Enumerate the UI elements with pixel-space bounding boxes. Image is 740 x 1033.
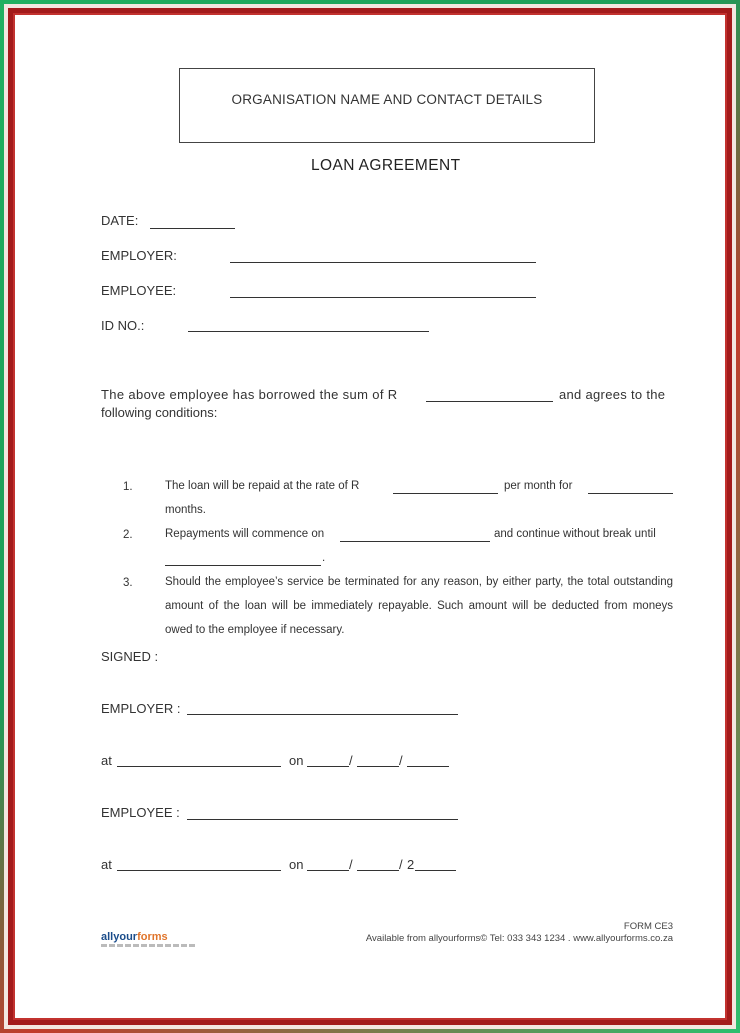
id-number-field[interactable] [188, 331, 429, 332]
employee-at-label: at [101, 857, 112, 872]
condition-3-text: Should the employee’s service be terminated for any reason, by either party, the total outstanding amount of the loan will be immediately repayable. Such amount will be deducted from moneys owed to the employee if necessary. [165, 576, 673, 636]
condition-number: 3. [123, 577, 133, 589]
employer-at-label: at [101, 753, 112, 768]
employee-sign-label: EMPLOYEE : [101, 805, 180, 820]
condition-2-text-b: and continue without break until [494, 528, 656, 540]
brand-tagline-graphic [101, 944, 197, 947]
employee-year-field[interactable] [415, 870, 456, 871]
end-date-field[interactable] [165, 565, 321, 566]
employee-month-field[interactable] [357, 870, 399, 871]
organisation-details-label: ORGANISATION NAME AND CONTACT DETAILS [231, 92, 543, 107]
employer-day-field[interactable] [307, 766, 349, 767]
condition-2-text-c: . [322, 552, 326, 564]
employee-label: EMPLOYEE: [101, 283, 177, 298]
document-title: LOAN AGREEMENT [311, 157, 461, 174]
date-field[interactable] [150, 228, 235, 229]
employee-place-field[interactable] [117, 870, 281, 871]
employer-label: EMPLOYER: [101, 248, 177, 263]
employer-year-field[interactable] [407, 766, 449, 767]
condition-1-text-b: per month for [504, 480, 573, 492]
id-number-label: ID NO.: [101, 318, 145, 333]
condition-1-text-c: months. [165, 504, 206, 516]
condition-number: 2. [123, 529, 133, 541]
employee-field[interactable] [230, 297, 536, 298]
date-separator: / [349, 857, 353, 872]
form-code: FORM CE3 [623, 921, 673, 932]
employer-month-field[interactable] [357, 766, 399, 767]
brand-logo-part2: forms [137, 931, 168, 943]
employer-place-field[interactable] [117, 766, 281, 767]
intro-text-part1: The above employee has borrowed the sum of R [101, 387, 398, 402]
loan-amount-field[interactable] [426, 401, 553, 402]
date-separator: / [349, 753, 353, 768]
organisation-details-box [179, 68, 595, 143]
months-count-field[interactable] [588, 493, 673, 494]
year-prefix: 2 [407, 857, 415, 872]
employer-field[interactable] [230, 262, 536, 263]
employee-on-label: on [289, 857, 304, 872]
condition-1-text-a: The loan will be repaid at the rate of R [165, 480, 360, 492]
employer-signature-field[interactable] [187, 714, 458, 715]
repay-rate-field[interactable] [393, 493, 498, 494]
intro-text-line2: following conditions: [101, 405, 218, 420]
footer-contact: Available from allyourforms© Tel: 033 343 1234 . www.allyourforms.co.za [365, 933, 673, 944]
brand-logo [101, 931, 168, 943]
date-separator: / [399, 753, 403, 768]
employee-signature-field[interactable] [187, 819, 458, 820]
date-label: DATE: [101, 213, 139, 228]
employer-on-label: on [289, 753, 304, 768]
brand-logo-part1: allyour [101, 931, 138, 943]
employer-sign-label: EMPLOYER : [101, 701, 181, 716]
condition-2-text-a: Repayments will commence on [165, 528, 325, 540]
date-separator: / [399, 857, 403, 872]
condition-number: 1. [123, 481, 133, 493]
intro-text-part2: and agrees to the [559, 387, 666, 402]
employee-day-field[interactable] [307, 870, 349, 871]
signed-label: SIGNED : [101, 649, 159, 664]
commence-date-field[interactable] [340, 541, 490, 542]
